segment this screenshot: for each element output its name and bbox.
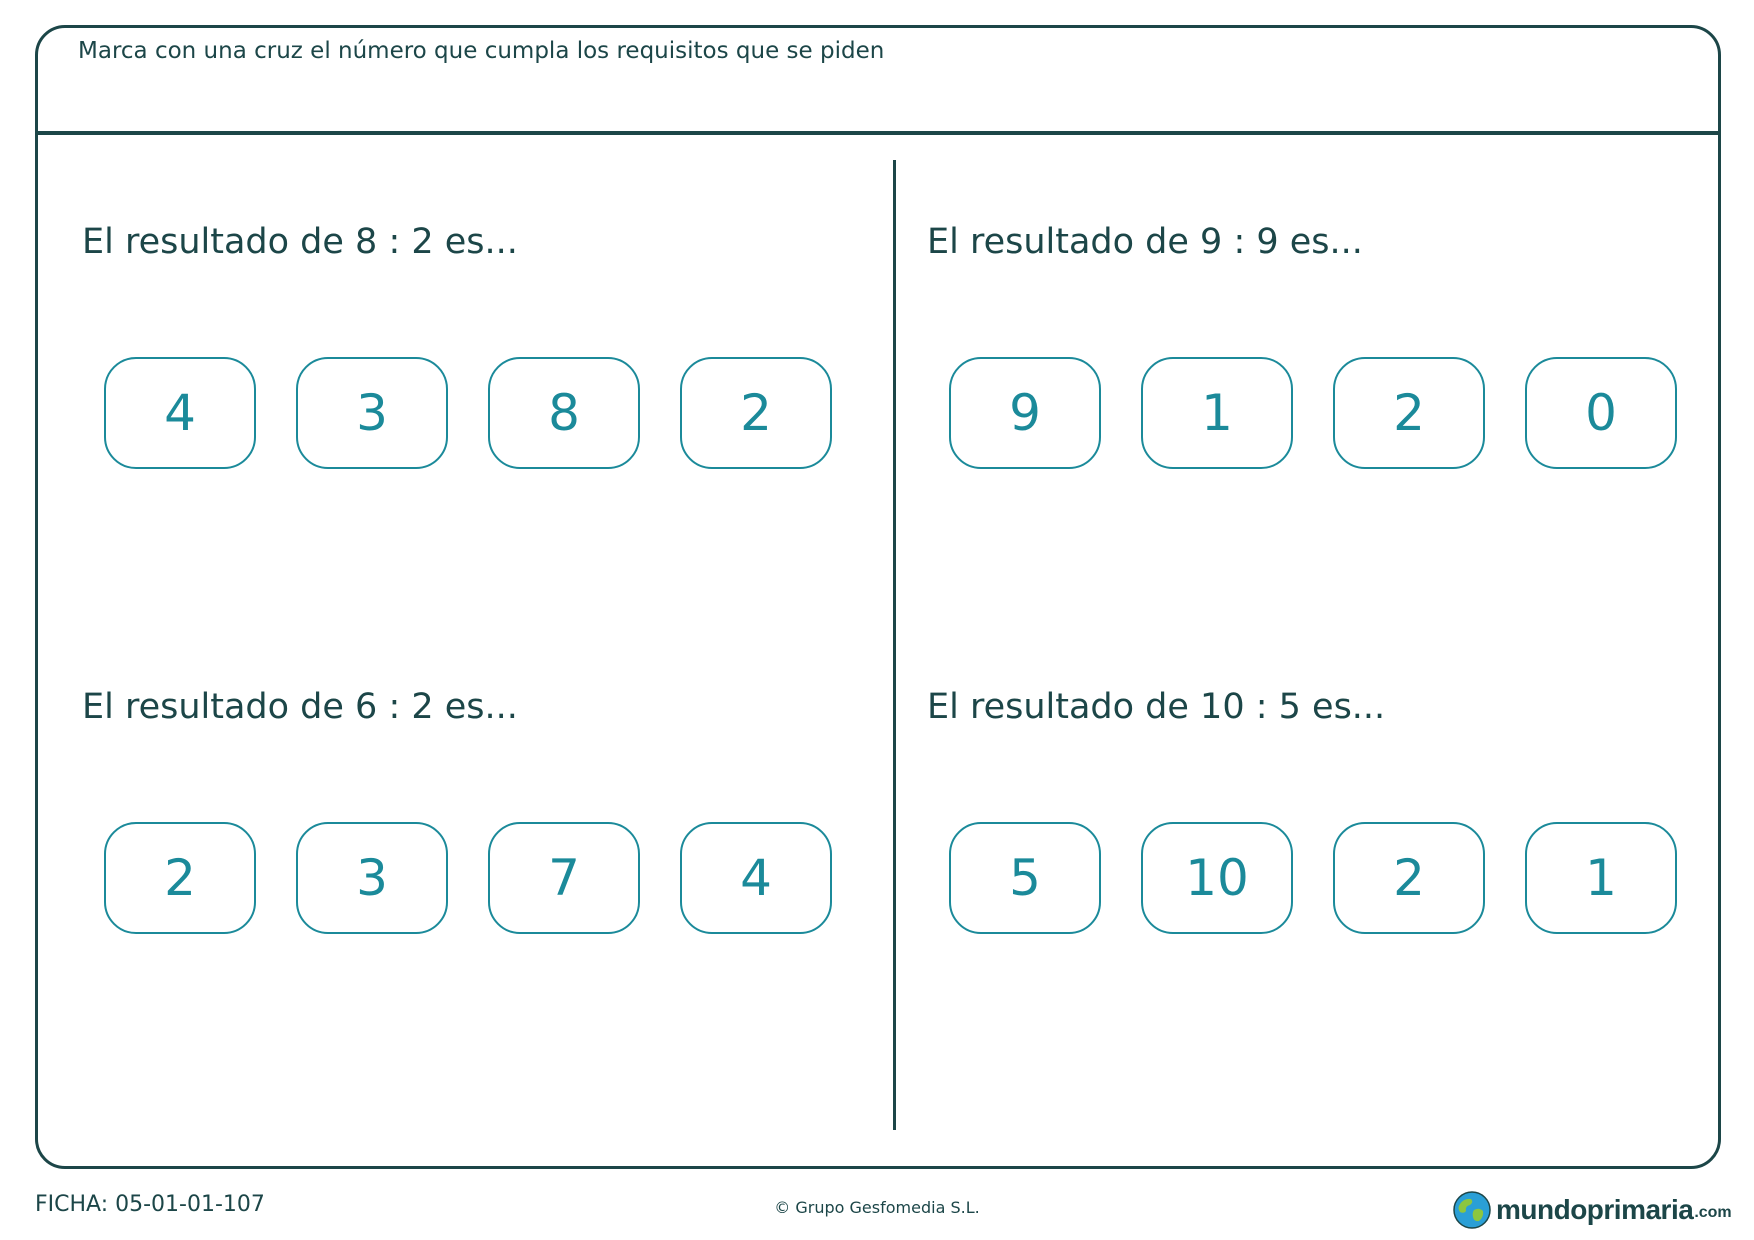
instruction-text: Marca con una cruz el número que cumpla los requisitos que se piden xyxy=(78,38,885,64)
answer-option[interactable]: 4 xyxy=(104,357,256,469)
answer-option[interactable]: 0 xyxy=(1525,357,1677,469)
copyright-text: © Grupo Gesfomedia S.L. xyxy=(774,1198,980,1217)
answer-option[interactable]: 2 xyxy=(1333,822,1485,934)
exercise-question: El resultado de 8 : 2 es... xyxy=(82,222,518,262)
answer-options xyxy=(104,822,832,934)
answer-option[interactable]: 4 xyxy=(680,822,832,934)
exercise-question: El resultado de 6 : 2 es... xyxy=(82,687,518,727)
exercise-question: El resultado de 10 : 5 es... xyxy=(927,687,1386,727)
brand-logo xyxy=(1452,1190,1732,1230)
column-divider xyxy=(893,160,896,1130)
answer-options xyxy=(949,357,1677,469)
brand-name: mundoprimaria xyxy=(1496,1194,1694,1225)
exercise-1 xyxy=(82,222,882,522)
answer-option[interactable]: 2 xyxy=(680,357,832,469)
answer-option[interactable]: 3 xyxy=(296,822,448,934)
answer-option[interactable]: 3 xyxy=(296,357,448,469)
answer-option[interactable]: 2 xyxy=(104,822,256,934)
answer-option[interactable]: 10 xyxy=(1141,822,1293,934)
answer-option[interactable]: 2 xyxy=(1333,357,1485,469)
globe-icon xyxy=(1452,1190,1492,1230)
answer-option[interactable]: 1 xyxy=(1141,357,1293,469)
ficha-code: FICHA: 05-01-01-107 xyxy=(35,1192,265,1217)
exercise-2 xyxy=(927,222,1727,522)
brand-tld: .com xyxy=(1694,1204,1732,1221)
answer-options xyxy=(104,357,832,469)
exercise-3 xyxy=(82,687,882,987)
answer-option[interactable]: 7 xyxy=(488,822,640,934)
exercise-4 xyxy=(927,687,1727,987)
answer-option[interactable]: 8 xyxy=(488,357,640,469)
answer-option[interactable]: 1 xyxy=(1525,822,1677,934)
answer-options xyxy=(949,822,1677,934)
answer-option[interactable]: 9 xyxy=(949,357,1101,469)
answer-option[interactable]: 5 xyxy=(949,822,1101,934)
header-divider xyxy=(35,131,1721,135)
worksheet-frame xyxy=(35,25,1721,1169)
exercise-question: El resultado de 9 : 9 es... xyxy=(927,222,1363,262)
